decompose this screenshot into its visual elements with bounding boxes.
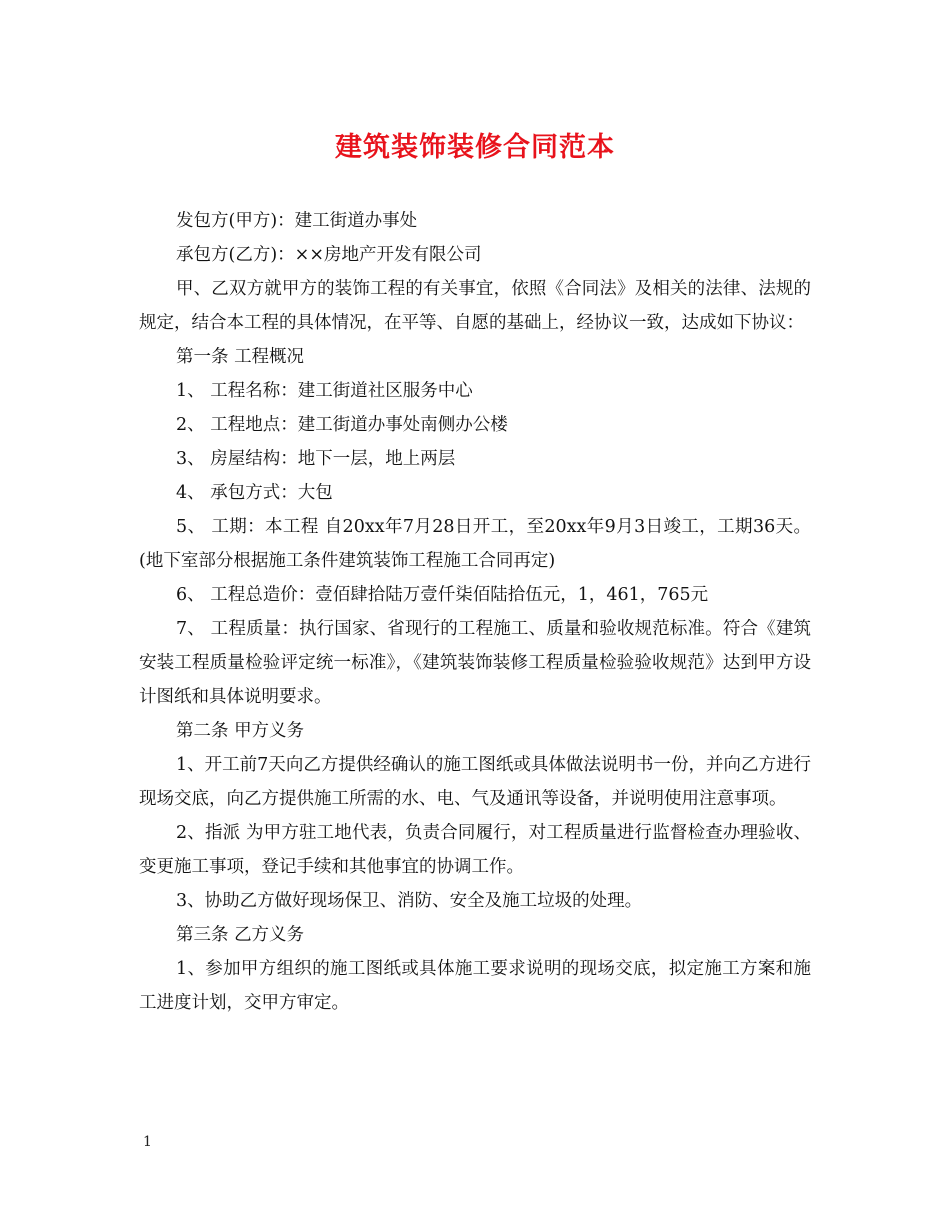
page-number: 1: [143, 1134, 152, 1150]
document-body: [139, 204, 811, 1020]
party-b-line: 承包方(乙方)：××房地产开发有限公司: [176, 245, 482, 265]
article-2-item-1: 1、开工前7天向乙方提供经确认的施工图纸或具体做法说明书一份，并向乙方进行现场交底，向乙方提供施工所需的水、电、气及通讯等设备，并说明使用注意事项。: [139, 755, 811, 809]
article-2-item-3: 3、协助乙方做好现场保卫、消防、安全及施工垃圾的处理。: [176, 891, 643, 911]
article-1-item-5: 5、 工期：本工程 自20xx年7月28日开工，至20xx年9月3日竣工，工期36天。(地下室部分根据施工条件建筑装饰工程施工合同再定): [139, 517, 811, 571]
article-1-item-6: 6、 工程总造价：壹佰肆拾陆万壹仟柒佰陆拾伍元，1，461，765元: [176, 585, 709, 605]
document-title: 建筑装饰装修合同范本: [335, 132, 615, 163]
article-1-item-7: 7、 工程质量：执行国家、省现行的工程施工、质量和验收规范标准。符合《建筑安装工程质量检验评定统一标准》，《建筑装饰装修工程质量检验验收规范》达到甲方设计图纸和具体说明要求。: [139, 619, 811, 707]
party-a-line: 发包方(甲方)：建工街道办事处: [176, 211, 418, 231]
article-3-heading: 第三条 乙方义务: [176, 925, 305, 945]
article-1-heading: 第一条 工程概况: [176, 347, 305, 367]
preamble-paragraph: 甲、乙双方就甲方的装饰工程的有关事宜，依照《合同法》及相关的法律、法规的规定，结合本工程的具体情况，在平等、自愿的基础上，经协议一致，达成如下协议：: [139, 279, 811, 333]
article-1-item-4: 4、 承包方式：大包: [176, 483, 333, 503]
article-2-heading: 第二条 甲方义务: [176, 721, 305, 741]
article-1-item-2: 2、 工程地点：建工街道办事处南侧办公楼: [176, 415, 508, 435]
article-1-item-1: 1、 工程名称：建工街道社区服务中心: [176, 381, 473, 401]
article-3-item-1: 1、参加甲方组织的施工图纸或具体施工要求说明的现场交底，拟定施工方案和施工进度计划，交甲方审定。: [139, 959, 811, 1013]
article-2-item-2: 2、指派 为甲方驻工地代表，负责合同履行，对工程质量进行监督检查办理验收、变更施工事项，登记手续和其他事宜的协调工作。: [139, 823, 811, 877]
article-1-item-3: 3、 房屋结构：地下一层，地上两层: [176, 449, 456, 469]
